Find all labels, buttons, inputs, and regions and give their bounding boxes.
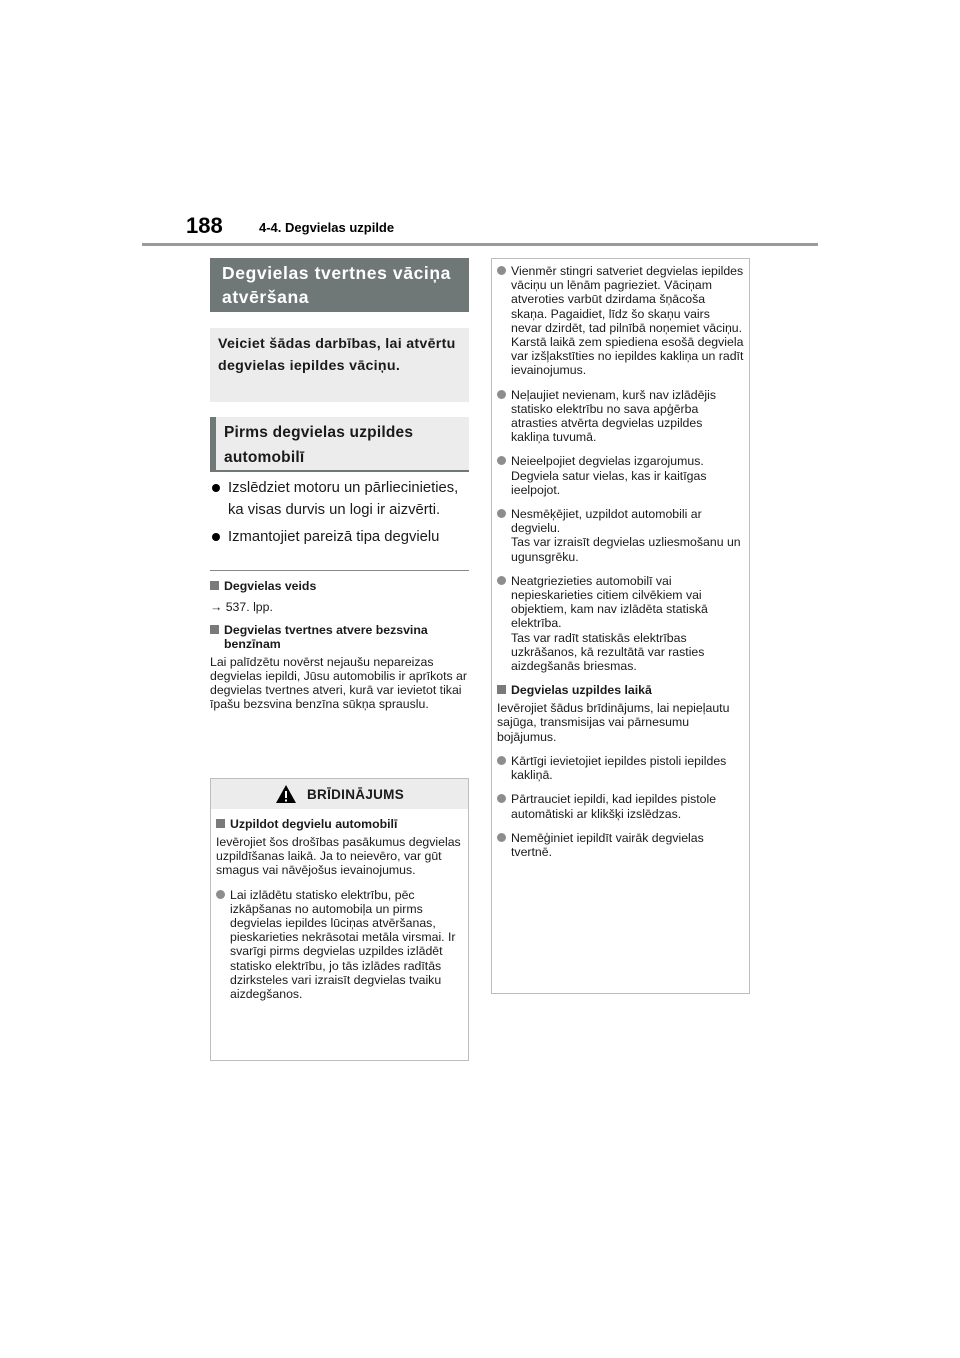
subheading: Pirms degvielas uzpildes automobilī bbox=[210, 417, 469, 472]
note-heading: Degvielas uzpildes laikā bbox=[497, 683, 744, 697]
warning-box bbox=[210, 778, 469, 1061]
warning-title: BRĪDINĀJUMS bbox=[306, 786, 405, 802]
bullet-icon bbox=[497, 266, 506, 275]
header-rule bbox=[142, 243, 818, 246]
square-bullet-icon bbox=[210, 625, 219, 634]
square-bullet-icon bbox=[497, 685, 506, 694]
list-item: Neļaujiet nevienam, kurš nav izlādējis statisko elektrību no sava apģērba atrasties atvērta degvielas uzpildes kakliņa tuvumā. bbox=[497, 388, 744, 445]
bullet-icon bbox=[212, 484, 220, 492]
note-text: Ievērojiet šādus brīdinājums, lai nepieļautu sajūga, transmisijas vai pārnesumu bojājumus. bbox=[497, 701, 730, 744]
bullet-icon bbox=[497, 833, 506, 842]
warning-triangle-icon bbox=[275, 784, 297, 804]
divider bbox=[210, 570, 469, 571]
list-item: Vienmēr stingri satveriet degvielas iepildes vāciņu un lēnām pagrieziet. Vāciņam atveroties varbūt dzirdama šņācoša skaņa. Pagaidiet, līdz šo skaņu vairs nevar dzirdēt, tad pilnībā noņemiet vāciņu. Karstā laikā zem spiediena esošā degviela var izšļakstīties no iepildes kakliņa un radīt ievainojumus. bbox=[497, 264, 744, 378]
list-item: Nemēģiniet iepildīt vairāk degvielas tvertnē. bbox=[497, 831, 744, 859]
bullet-icon bbox=[497, 756, 506, 765]
bullet-icon bbox=[497, 509, 506, 518]
warning-body bbox=[211, 809, 468, 1001]
note-heading: Degvielas veids bbox=[210, 579, 469, 593]
bullet-icon bbox=[497, 794, 506, 803]
section-title: 4-4. Degvielas uzpilde bbox=[259, 220, 395, 235]
warning-continued-box bbox=[491, 258, 750, 994]
list-item: Neieelpojiet degvielas izgarojumus. Degviela satur vielas, kas ir kaitīgas ieelpojot. bbox=[497, 454, 744, 497]
list-item: Pārtrauciet iepildi, kad iepildes pistole automātiski ar klikšķi izslēdzas. bbox=[497, 792, 744, 820]
list-item: Izslēdziet motoru un pārliecinieties, ka visas durvis un logi ir aizvērti. bbox=[210, 478, 469, 521]
left-column bbox=[210, 258, 469, 718]
bullet-icon bbox=[497, 456, 506, 465]
list-item: Kārtīgi ievietojiet iepildes pistoli iepildes kakliņā. bbox=[497, 754, 744, 782]
bullet-icon bbox=[216, 890, 225, 899]
warning-header bbox=[211, 779, 468, 809]
note-heading: Uzpildot degvielu automobilī bbox=[216, 817, 463, 831]
list-item: Izmantojiet pareizā tipa degvielu bbox=[210, 527, 469, 549]
bullet-list bbox=[210, 478, 469, 549]
note-text: → 537. lpp. bbox=[210, 599, 273, 614]
square-bullet-icon bbox=[216, 819, 225, 828]
bullet-icon bbox=[497, 576, 506, 585]
note-text: Ievērojiet šos drošības pasākumus degvielas uzpildīšanas laikā. Ja to neievēro, var gūt smagus vai nāvējošus ievainojumus. bbox=[216, 835, 461, 878]
note-text: Lai palīdzētu novērst nejaušu nepareizas degvielas iepildi, Jūsu automobilis ir aprīkots ar degvielas tvertnes atveri, kurā var ievietot tikai īpašu bezsvina benzīna sūkņa sprauslu. bbox=[210, 654, 467, 712]
list-item: Nesmēķējiet, uzpildot automobili ar degvielu. Tas var izraisīt degvielas uzliesmošanu un ugunsgrēku. bbox=[497, 507, 744, 564]
list-item: Neatgriezieties automobilī vai nepieskarieties citiem cilvēkiem vai objektiem, kam nav izlādēta statiskā elektrība. Tas var radīt statiskās elektrības uzkrāšanos, kā rezultātā var rasties aizdegšanās briesmas. bbox=[497, 574, 744, 673]
bullet-icon bbox=[497, 390, 506, 399]
page-number: 188 bbox=[186, 213, 223, 238]
note-heading: Degvielas tvertnes atvere bezsvina benzīnam bbox=[210, 623, 469, 651]
bullet-icon bbox=[212, 533, 220, 541]
section-heading: Degvielas tvertnes vāciņa atvēršana bbox=[210, 258, 469, 312]
list-item: Lai izlādētu statisko elektrību, pēc izkāpšanas no automobiļa un pirms degvielas iepildes lūciņas atvēršanas, pieskarieties nekrāsotai metāla virsmai. Ir svarīgi pirms degvielas uzpildes izlādēt statisko elektrību, jo tās izlādes radītās dzirksteles vari izraisīt degvielas tvaiku aizdegšanos. bbox=[216, 888, 463, 1002]
lead-text: Veiciet šādas darbības, lai atvērtu degvielas iepildes vāciņu. bbox=[210, 328, 469, 402]
square-bullet-icon bbox=[210, 581, 219, 590]
